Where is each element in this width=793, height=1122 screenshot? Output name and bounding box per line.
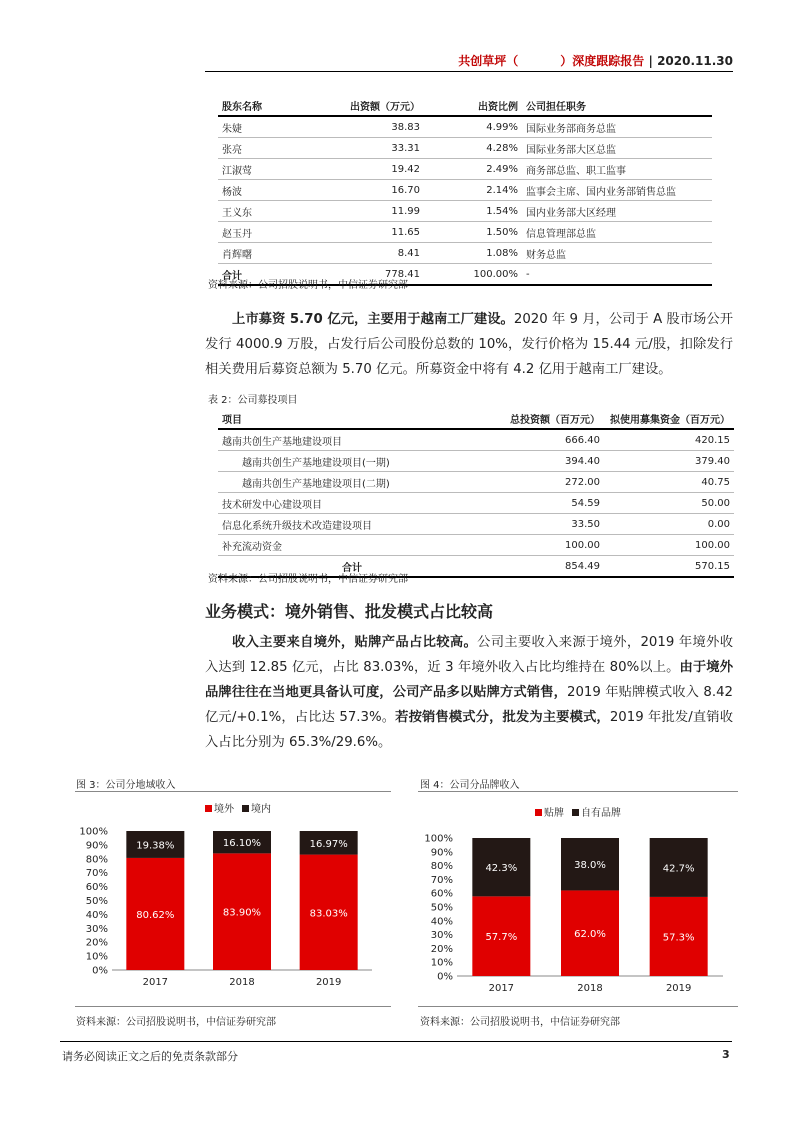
y-tick-label: 30% (85, 923, 108, 935)
table-cell: 补充流动资金 (222, 541, 282, 553)
y-tick-label: 40% (430, 916, 453, 928)
paragraph-ipo (205, 307, 733, 382)
para-body: 公司主要收入来源于境外，2019 年境外收入达到 12.85 亿元，占比 83.03%，近 3 年境外收入占比均维持在 80%以上。 (205, 635, 733, 675)
table-row (218, 222, 712, 243)
table-cell: 2.14% (486, 184, 518, 196)
table-cell: 江淑莺 (222, 165, 252, 177)
source-note: 资料来源：公司招股说明书，中信证券研究部 (208, 574, 408, 585)
table-cell: 33.31 (391, 142, 420, 154)
table-cell: 王义东 (222, 207, 252, 219)
table-cell: 379.40 (695, 455, 730, 467)
table-cell: 信息管理部总监 (526, 228, 596, 240)
data-label: 83.90% (222, 907, 262, 919)
table-cell: 肖辉曙 (222, 249, 252, 261)
table-cell: 越南共创生产基地建设项目(二期) (242, 478, 390, 490)
figure-rule (75, 791, 391, 792)
data-label: 83.03% (309, 908, 348, 920)
table-row (218, 159, 712, 180)
y-tick-label: 10% (430, 957, 453, 969)
table-row (218, 493, 734, 514)
y-tick-label: 100% (79, 826, 108, 838)
table-cell: 技术研发中心建设项目 (222, 499, 322, 511)
y-tick-label: 40% (85, 909, 108, 921)
y-tick-label: 60% (430, 888, 453, 900)
y-tick-label: 70% (85, 868, 108, 880)
table-row (218, 535, 734, 556)
x-tick-label: 2017 (142, 977, 169, 988)
table-cell: 100.00% (473, 268, 518, 280)
y-tick-label: 20% (430, 943, 453, 955)
y-tick-label: 80% (430, 861, 453, 873)
figure-caption: 图 4：公司分品牌收入 (420, 780, 520, 791)
report-date: 2020.11.30 (657, 54, 733, 68)
table-cell: 1.54% (486, 205, 518, 217)
table-cell: 11.99 (391, 205, 420, 217)
table-row (218, 243, 712, 264)
table-cell: 杨波 (222, 186, 242, 198)
page-header (458, 52, 733, 69)
data-label: 57.7% (485, 932, 518, 944)
y-tick-label: 100% (424, 833, 453, 845)
table-row (218, 514, 734, 535)
table-cell: 越南共创生产基地建设项目(一期) (242, 457, 390, 469)
table-cell: 2.49% (486, 163, 518, 175)
table-cell: 合计 (222, 270, 242, 282)
table-cell: 合计 (342, 562, 362, 574)
table-header-row (218, 95, 712, 116)
report-title-suffix: ）深度跟踪报告 (560, 54, 645, 68)
table-cell: 赵玉丹 (222, 228, 252, 240)
brand-revenue-chart (415, 796, 740, 1001)
table-cell: 50.00 (701, 497, 730, 509)
table-cell: 1.08% (486, 247, 518, 259)
table-cell: 778.41 (385, 268, 420, 280)
table-cell: 越南共创生产基地建设项目 (222, 436, 342, 448)
figure-rule (418, 791, 738, 792)
table-cell: 54.59 (571, 497, 600, 509)
y-tick-label: 80% (85, 854, 108, 866)
table-caption: 表 2：公司募投项目 (208, 395, 298, 406)
table-cell: 财务总监 (526, 249, 566, 261)
legend-swatch (205, 805, 212, 812)
table-cell: 国际业务部商务总监 (526, 123, 616, 135)
table-cell: 666.40 (565, 434, 600, 446)
y-tick-label: 10% (85, 951, 108, 963)
footer-disclaimer: 请务必阅读正文之后的免责条款部分 (62, 1050, 238, 1063)
y-tick-label: 60% (85, 882, 108, 894)
table-cell: 38.83 (391, 121, 420, 133)
legend-swatch (572, 809, 579, 816)
data-label: 57.3% (662, 932, 695, 944)
para-body: 2019 年贴牌模式收入 8.42 亿元/+0.1%，占比达 57.3%。 (205, 685, 733, 725)
figure-caption: 图 3：公司分地域收入 (76, 780, 176, 791)
table-cell: 信息化系统升级技术改造建设项目 (222, 520, 372, 532)
x-tick-label: 2019 (665, 983, 692, 994)
x-tick-label: 2018 (229, 977, 255, 988)
x-tick-label: 2019 (315, 977, 342, 988)
table-cell: 33.50 (571, 518, 600, 530)
table-cell: 16.70 (391, 184, 420, 196)
table-row (218, 429, 734, 451)
legend-label: 境内 (251, 804, 271, 815)
table-cell: 394.40 (565, 455, 600, 467)
table-cell: 100.00 (695, 539, 730, 551)
data-label: 16.10% (222, 838, 262, 850)
col-header: 项目 (222, 414, 242, 426)
y-tick-label: 0% (437, 971, 453, 983)
table-cell: 4.28% (486, 142, 518, 154)
col-header: 总投资额（百万元） (510, 414, 600, 426)
y-tick-label: 90% (85, 840, 108, 852)
table-row (218, 451, 734, 472)
x-tick-label: 2018 (577, 983, 603, 994)
table-cell: 854.49 (565, 560, 600, 572)
section-title: 业务模式：境外销售、批发模式占比较高 (205, 602, 494, 621)
legend-label: 境外 (214, 804, 234, 815)
footer-rule (60, 1041, 732, 1042)
legend-label: 自有品牌 (581, 808, 621, 819)
y-tick-label: 90% (430, 847, 453, 859)
table-row (218, 180, 712, 201)
table-cell: 朱婕 (222, 123, 242, 135)
x-tick-label: 2017 (488, 983, 515, 994)
data-label: 80.62% (136, 909, 175, 921)
table-cell: 国际业务部大区总监 (526, 144, 616, 156)
para-lead: 收入主要来自境外，贴牌产品占比较高。 (232, 635, 478, 650)
table-cell: 张亮 (222, 144, 242, 156)
col-header: 出资比例 (478, 101, 518, 113)
source-note: 资料来源：公司招股说明书，中信证券研究部 (76, 1017, 276, 1028)
table-cell: 国内业务部大区经理 (526, 207, 616, 219)
figure-rule (75, 1006, 391, 1007)
table-cell: 40.75 (701, 476, 730, 488)
table-cell: 8.41 (397, 247, 420, 259)
col-header: 股东名称 (222, 101, 262, 113)
para-body: 2020 年 9 月，公司于 A 股市场公开发行 4000.9 万股，占发行后公司股份总数的 10%，发行价格为 15.44 元/股，扣除发行相关费用后募资总额为 5.70 亿元。所募资金中将有 4.2 亿用于越南工厂建设。 (205, 312, 733, 377)
table-cell: 1.50% (486, 226, 518, 238)
header-separator: | (648, 54, 653, 68)
page-number: 3 (722, 1048, 730, 1061)
table-cell: 监事会主席、国内业务部销售总监 (526, 186, 676, 198)
y-tick-label: 50% (85, 896, 108, 907)
y-tick-label: 20% (85, 937, 108, 949)
para-highlight: 由于境外品牌往往在当地更具备认可度，公司产品多以贴牌方式销售， (205, 660, 733, 700)
data-label: 19.38% (136, 840, 175, 852)
table-cell: 272.00 (565, 476, 600, 488)
para-lead: 上市募资 5.70 亿元，主要用于越南工厂建设。 (232, 312, 514, 327)
table-cell: 0.00 (707, 518, 730, 530)
region-revenue-chart (70, 796, 395, 1001)
table-row (218, 116, 712, 138)
fundraising-table (218, 408, 734, 578)
y-tick-label: 0% (92, 965, 108, 977)
report-title: 共创草坪（ (458, 54, 519, 68)
table-cell: 19.42 (391, 163, 420, 175)
table-cell: 商务部总监、职工监事 (526, 165, 626, 177)
table-cell: 570.15 (695, 560, 730, 572)
table-cell: 11.65 (391, 226, 420, 238)
data-label: 62.0% (574, 929, 606, 941)
table-row (218, 472, 734, 493)
data-label: 42.3% (485, 863, 518, 875)
table-cell: 4.99% (486, 121, 518, 133)
paragraph-business-model (205, 630, 733, 755)
data-label: 42.7% (662, 863, 695, 875)
header-rule (205, 71, 733, 72)
legend-label: 贴牌 (544, 808, 564, 819)
data-label: 16.97% (309, 838, 348, 850)
table-row (218, 201, 712, 222)
table-row (218, 138, 712, 159)
col-header: 拟使用募集资金（百万元） (610, 414, 730, 426)
table-header-row (218, 408, 734, 429)
table-cell: 420.15 (695, 434, 730, 446)
data-label: 38.0% (574, 860, 606, 872)
source-note: 资料来源：公司招股说明书，中信证券研究部 (208, 280, 408, 291)
source-note: 资料来源：公司招股说明书，中信证券研究部 (420, 1017, 620, 1028)
y-tick-label: 70% (430, 874, 453, 886)
table-cell: 100.00 (565, 539, 600, 551)
legend-swatch (535, 809, 542, 816)
col-header: 出资额（万元） (350, 101, 420, 113)
legend-swatch (242, 805, 249, 812)
y-tick-label: 30% (430, 930, 453, 942)
para-body: 2019 年批发/直销收入占比分别为 65.3%/29.6%。 (205, 710, 734, 750)
col-header: 公司担任职务 (526, 101, 586, 113)
table-cell: - (526, 268, 530, 280)
y-tick-label: 50% (430, 902, 453, 914)
para-highlight: 若按销售模式分，批发为主要模式， (395, 710, 610, 725)
figure-rule (418, 1006, 738, 1007)
shareholder-table (218, 95, 712, 286)
